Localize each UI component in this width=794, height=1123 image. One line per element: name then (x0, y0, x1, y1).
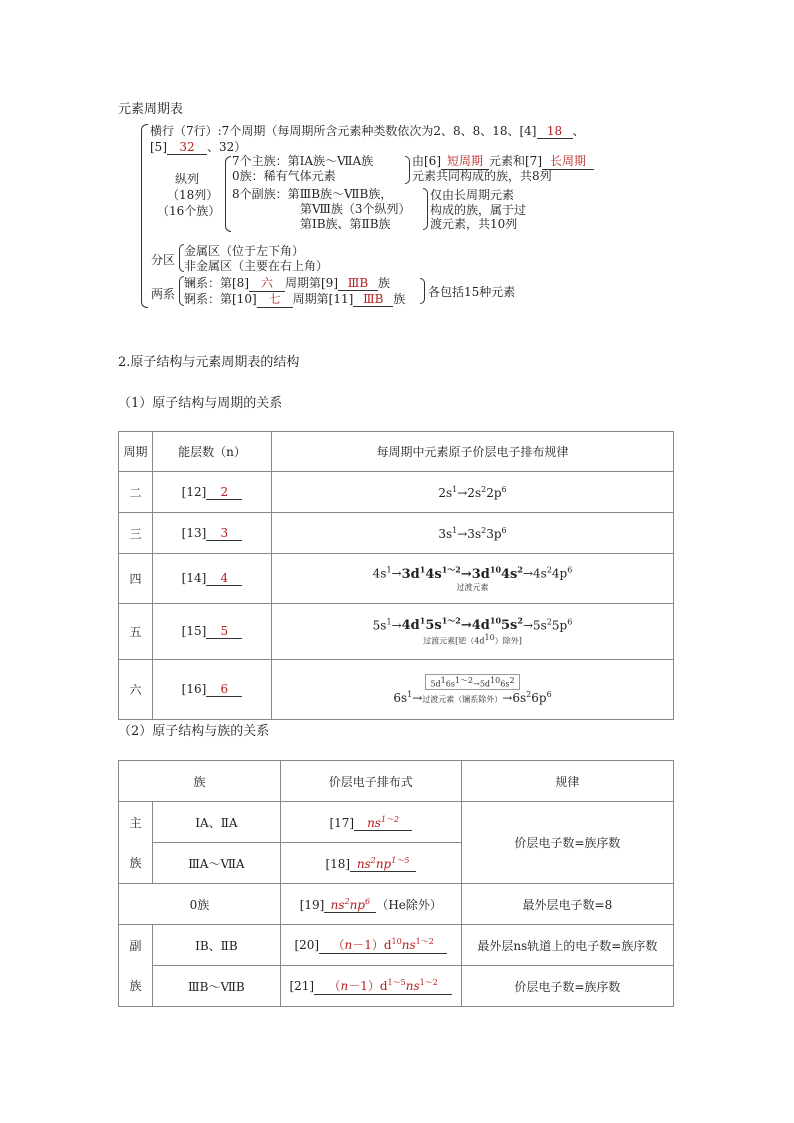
config-cell: [18] $ns^2np^{1\sim 5}$ (280, 843, 461, 884)
only-text-1: 仅由长周期元素 (430, 188, 515, 202)
table-row (119, 966, 674, 1007)
header-rule: 每周期中元素原子价层电子排布规律 (272, 432, 674, 472)
rule-cell: $5d^16s^{1\sim 2}\to 5d^{10}6s^2$ $6s^1\to$过渡元素（镧系除外）$\to 6s^26p^6$ (272, 660, 674, 720)
table-row (119, 884, 674, 925)
config-cell: [19] $ns^2np^6$ （He除外） (280, 884, 461, 925)
only-text-3: 渡元素，共10列 (430, 217, 518, 231)
layers-cell: [13] 3 (153, 513, 272, 554)
note-4: 过渡元素 (456, 582, 489, 592)
you-text-2: 元素共同构成的族，共8列 (412, 169, 552, 183)
col-label-2: （18列） (167, 188, 219, 202)
main-label: 主 族 (119, 802, 153, 884)
la-text: 镧系：第[8] 六 周期第[9] ⅢB 族 (184, 276, 391, 290)
section-2-title: 2.原子结构与元素周期表的结构 (118, 355, 300, 370)
table-row (119, 554, 674, 604)
col-brace (225, 156, 231, 232)
rule-cell: $2s^1\to 2s^22p^6$ (272, 472, 674, 513)
config-cell: [20] $(n-1)d^{10}ns^{1\sim 2}$ (280, 925, 461, 966)
sub-label: 副 族 (119, 925, 153, 1007)
header-rule: 规律 (461, 761, 673, 802)
you-brace (405, 156, 410, 184)
layers-cell: [12] 2 (153, 472, 272, 513)
zone-2: 非金属区（主要在右上角） (184, 259, 329, 273)
col-label-1: 纵列 (175, 172, 200, 186)
rule-cell: 价层电子数=族序数 (461, 802, 673, 884)
layers-cell: [16] 6 (153, 660, 272, 720)
only-brace (423, 188, 428, 230)
rule-cell: 价层电子数=族序数 (461, 966, 673, 1007)
layers-cell: [15] 5 (153, 604, 272, 660)
sub-1-title: （1）原子结构与周期的关系 (118, 396, 283, 411)
outer-brace (141, 124, 148, 308)
table-row (119, 472, 674, 513)
each-text: 各包括15种元素 (428, 285, 516, 299)
header-group: 族 (119, 761, 281, 802)
blank-9: ⅢB (338, 276, 378, 291)
table-row (119, 660, 674, 720)
layers-cell: [14] 4 (153, 554, 272, 604)
header-config: 价层电子排布式 (280, 761, 461, 802)
sub-2-title: （2）原子结构与族的关系 (118, 724, 270, 739)
blank-7: 长周期 (542, 152, 594, 170)
rule-cell: $5s^1\to 4d^15s^{1\sim 2}\to 4d^{10}5s^2\to 5s^25p^6$ 过渡元素[钯$(4d^{10})$除外] (272, 604, 674, 660)
rule-cell: $3s^1\to 3s^23p^6$ (272, 513, 674, 554)
header-layers: 能层数（n） (153, 432, 272, 472)
sub-group-1: 8个副族：第ⅢB族～ⅦB族， (232, 187, 393, 201)
group-cell: ⅠA、ⅡA (153, 802, 281, 843)
note-5: 过渡元素[钯$(4d^{10})$除外] (423, 633, 522, 646)
blank-4: 18 (537, 124, 573, 139)
zero-group-text: 0族：稀有气体元素 (232, 169, 336, 183)
table-row (119, 802, 674, 843)
blank-10: 七 (257, 290, 293, 308)
blank-6: 短周期 (441, 152, 489, 170)
main-group-text: 7个主族：第ⅠA族～ⅦA族 (232, 154, 374, 168)
table-header-row (119, 432, 674, 472)
config-cell: [17] $ns^{1\sim 2}$ (280, 802, 461, 843)
table-row (119, 925, 674, 966)
blank-5: 32 (167, 140, 207, 155)
zone-label: 分区 (151, 253, 176, 267)
group-cell: ⅢB～ⅦB (153, 966, 281, 1007)
you-text-1: 由[6] 短周期 元素和[7] 长周期 (412, 152, 594, 170)
period-cell: 六 (119, 660, 153, 720)
blank-8: 六 (249, 274, 285, 292)
table-row (119, 513, 674, 554)
table-header-row (119, 761, 674, 802)
page-title: 元素周期表 (118, 102, 184, 117)
group-cell: ⅠB、ⅡB (153, 925, 281, 966)
sub-group-3: 第ⅠB族、第ⅡB族 (300, 217, 391, 231)
row2-text: [5] 32 、32） (150, 140, 247, 154)
group-cell: 0族 (119, 884, 281, 925)
rule-cell: $4s^1\to 3d^14s^{1\sim 2}\to 3d^{10}4s^2\to 4s^24p^6$ 过渡元素 (272, 554, 674, 604)
ac-text: 锕系：第[10] 七 周期第[11] ⅢB 族 (184, 292, 406, 306)
rule-cell: 最外层电子数=8 (461, 884, 673, 925)
two-label: 两系 (151, 287, 176, 301)
only-text-2: 构成的族，属于过 (430, 203, 527, 217)
row1-text: 横行（7行）:7个周期（每周期所含元素种类数依次为2、8、8、18、[4] 18 、 (150, 124, 585, 138)
rule-cell: 最外层ns轨道上的电子数=族序数 (461, 925, 673, 966)
period-table (118, 431, 674, 720)
period-cell: 二 (119, 472, 153, 513)
note-6: 过渡元素（镧系除外） (422, 694, 503, 704)
table-row (119, 604, 674, 660)
config-cell: [21] $(n-1)d^{1\sim 5}ns^{1\sim 2}$ (280, 966, 461, 1007)
zone-1: 金属区（位于左下角） (184, 244, 305, 258)
col-label-3: （16个族） (157, 204, 221, 218)
blank-11: ⅢB (353, 292, 393, 307)
header-period: 周期 (119, 432, 153, 472)
period-cell: 三 (119, 513, 153, 554)
sub-group-2: 第Ⅷ族（3个纵列） (300, 202, 411, 216)
each-brace (420, 278, 425, 304)
period-cell: 五 (119, 604, 153, 660)
period-cell: 四 (119, 554, 153, 604)
group-cell: ⅢA～ⅦA (153, 843, 281, 884)
group-table (118, 760, 674, 1007)
